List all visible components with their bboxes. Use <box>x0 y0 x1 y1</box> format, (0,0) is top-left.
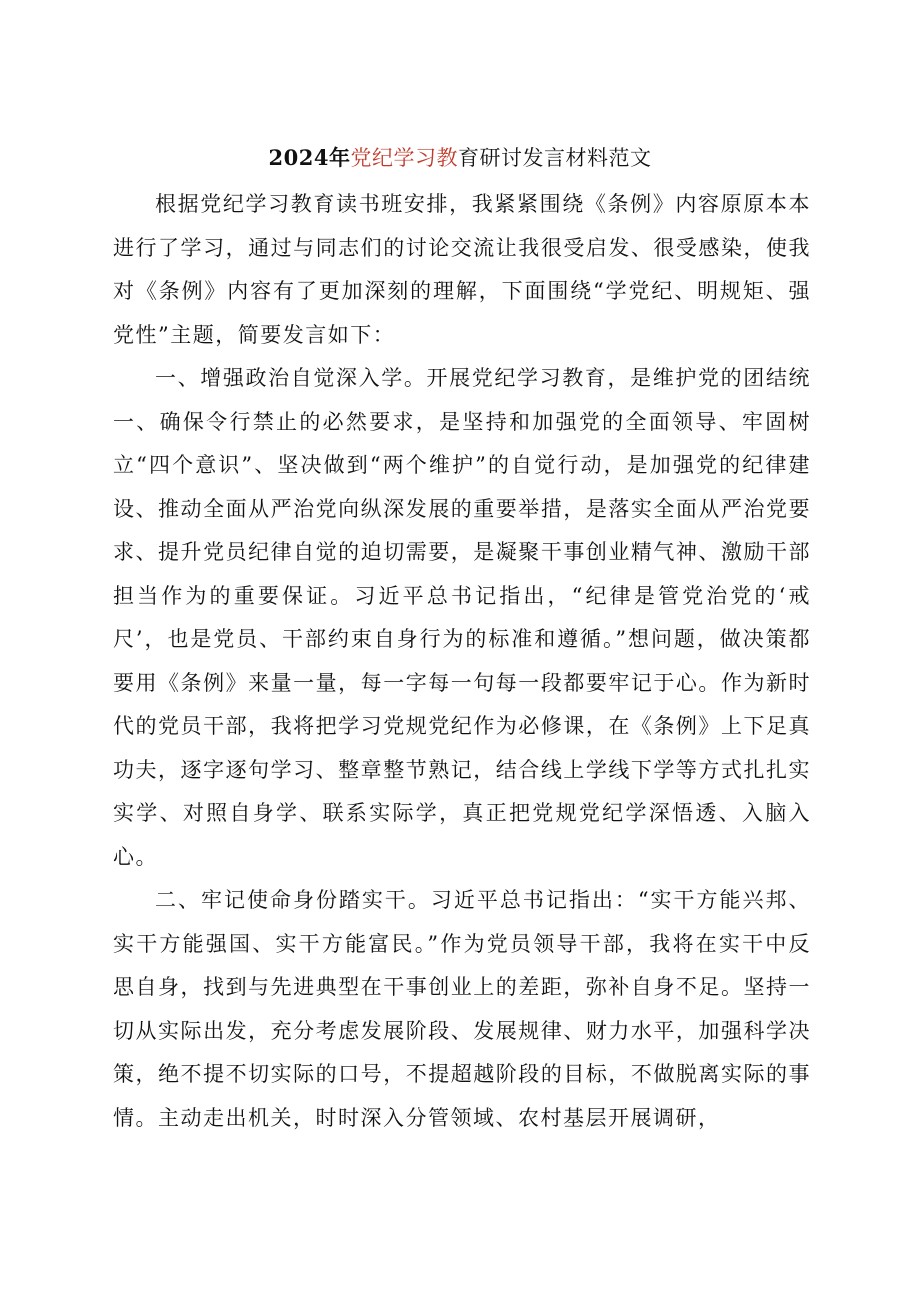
document-title <box>0 142 920 174</box>
title-year: 2024年 <box>268 145 351 170</box>
document-body <box>113 183 811 1140</box>
title-rest: 育研讨发言材料范文 <box>457 146 652 170</box>
paragraph-section-2: 二、牢记使命身份踏实干。习近平总书记指出：“实干方能兴邦、实干方能强国、实干方能富民。”作为党员领导干部，我将在实干中反思自身，找到与先进典型在干事创业上的差距，弥补自身不足。坚持一切从实际出发，充分考虑发展阶段、发展规律、财力水平，加强科学决策，绝不提不切实际的口号，不提超越阶段的目标，不做脱离实际的事情。主动走出机关，时时深入分管领域、农村基层开展调研， <box>113 888 811 1130</box>
title-highlight: 党纪学习教 <box>350 146 458 170</box>
paragraph-intro: 根据党纪学习教育读书班安排，我紧紧围绕《条例》内容原原本本进行了学习，通过与同志们的讨论交流让我很受启发、很受感染，使我对《条例》内容有了更加深刻的理解，下面围绕“学党纪、明规矩、强党性”主题，简要发言如下： <box>113 192 811 347</box>
paragraph-section-1: 一、增强政治自觉深入学。开展党纪学习教育，是维护党的团结统一、确保令行禁止的必然要求，是坚持和加强党的全面领导、牢固树立“四个意识”、坚决做到“两个维护”的自觉行动，是加强党的纪律建设、推动全面从严治党向纵深发展的重要举措，是落实全面从严治党要求、提升党员纪律自觉的迫切需要，是凝聚干事创业精气神、激励干部担当作为的重要保证。习近平总书记指出，“纪律是管党治党的‘戒尺’，也是党员、干部约束自身行为的标准和遵循。”想问题，做决策都要用《条例》来量一量，每一字每一句每一段都要牢记于心。作为新时代的党员干部，我将把学习党规党纪作为必修课，在《条例》上下足真功夫，逐字逐句学习、整章整节熟记，结合线上学线下学等方式扎扎实实学、对照自身学、联系实际学，真正把党规党纪学深悟透、入脑入心。 <box>113 366 811 869</box>
